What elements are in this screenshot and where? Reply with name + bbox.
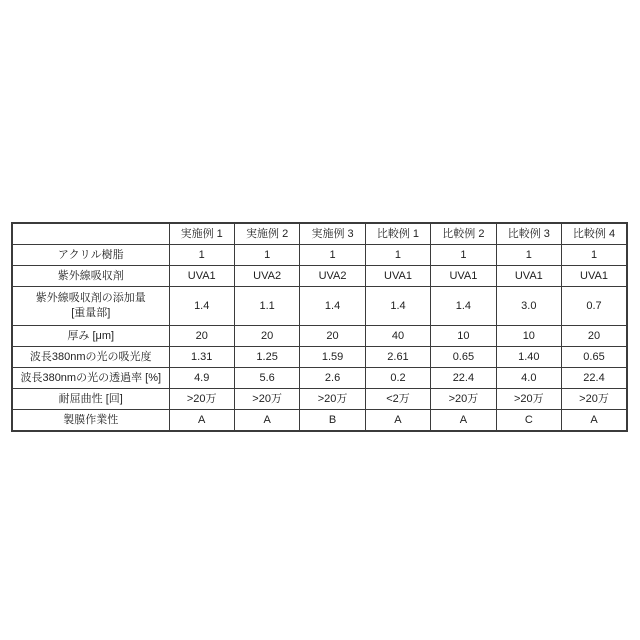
table-row bbox=[12, 266, 627, 287]
table-cell: 20 bbox=[169, 326, 234, 347]
column-header: 実施例 3 bbox=[300, 223, 365, 245]
column-header: 比較例 3 bbox=[496, 223, 561, 245]
table-cell: A bbox=[169, 410, 234, 432]
table-cell: 10 bbox=[431, 326, 496, 347]
table-cell: UVA1 bbox=[562, 266, 627, 287]
table-row bbox=[12, 347, 627, 368]
column-header: 実施例 2 bbox=[234, 223, 299, 245]
table-cell: UVA1 bbox=[365, 266, 430, 287]
table-cell: 10 bbox=[496, 326, 561, 347]
table-cell: B bbox=[300, 410, 365, 432]
table-row bbox=[12, 326, 627, 347]
table-cell: >20万 bbox=[300, 389, 365, 410]
table-cell: UVA1 bbox=[431, 266, 496, 287]
table-cell: 0.2 bbox=[365, 368, 430, 389]
table-cell: 1.25 bbox=[234, 347, 299, 368]
table-cell: 2.6 bbox=[300, 368, 365, 389]
table-cell: 4.9 bbox=[169, 368, 234, 389]
table-cell: 1 bbox=[562, 245, 627, 266]
table-cell: A bbox=[431, 410, 496, 432]
row-label: アクリル樹脂 bbox=[12, 245, 169, 266]
table-cell: 3.0 bbox=[496, 287, 561, 326]
table-cell: C bbox=[496, 410, 561, 432]
table-cell: 1.59 bbox=[300, 347, 365, 368]
table-cell: 1.4 bbox=[431, 287, 496, 326]
table-cell: A bbox=[562, 410, 627, 432]
table-cell: 1.4 bbox=[365, 287, 430, 326]
row-label: 耐屈曲性 [回] bbox=[12, 389, 169, 410]
table-cell: 1.4 bbox=[169, 287, 234, 326]
table-cell: 1 bbox=[431, 245, 496, 266]
table-cell: 22.4 bbox=[562, 368, 627, 389]
table-header bbox=[12, 223, 627, 245]
table-cell: >20万 bbox=[431, 389, 496, 410]
table-cell: 1.1 bbox=[234, 287, 299, 326]
row-label: 波長380nmの光の吸光度 bbox=[12, 347, 169, 368]
row-label: 波長380nmの光の透過率 [%] bbox=[12, 368, 169, 389]
table-cell: A bbox=[365, 410, 430, 432]
table-cell: >20万 bbox=[562, 389, 627, 410]
table-body bbox=[12, 245, 627, 432]
table-cell: UVA2 bbox=[234, 266, 299, 287]
table-cell: 40 bbox=[365, 326, 430, 347]
table-cell: 20 bbox=[234, 326, 299, 347]
table-cell: 0.65 bbox=[431, 347, 496, 368]
table-cell: 1 bbox=[496, 245, 561, 266]
table-row bbox=[12, 389, 627, 410]
table-cell: UVA1 bbox=[169, 266, 234, 287]
table-row bbox=[12, 287, 627, 326]
corner-cell bbox=[12, 223, 169, 245]
table-row bbox=[12, 368, 627, 389]
header-row bbox=[12, 223, 627, 245]
table-cell: >20万 bbox=[169, 389, 234, 410]
table-cell: 1 bbox=[234, 245, 299, 266]
table-cell: 1.31 bbox=[169, 347, 234, 368]
table-cell: 0.7 bbox=[562, 287, 627, 326]
row-label: 紫外線吸収剤 bbox=[12, 266, 169, 287]
table-cell: 5.6 bbox=[234, 368, 299, 389]
row-label: 厚み [μm] bbox=[12, 326, 169, 347]
table-cell: >20万 bbox=[234, 389, 299, 410]
table-row bbox=[12, 245, 627, 266]
column-header: 比較例 4 bbox=[562, 223, 627, 245]
table-cell: >20万 bbox=[496, 389, 561, 410]
table-cell: 20 bbox=[300, 326, 365, 347]
column-header: 比較例 2 bbox=[431, 223, 496, 245]
table-cell: 1.4 bbox=[300, 287, 365, 326]
comparison-table bbox=[11, 222, 628, 432]
table-row bbox=[12, 410, 627, 432]
table-cell: 1 bbox=[300, 245, 365, 266]
table-cell: 2.61 bbox=[365, 347, 430, 368]
table-cell: A bbox=[234, 410, 299, 432]
table-cell: 1 bbox=[169, 245, 234, 266]
table-cell: 1.40 bbox=[496, 347, 561, 368]
column-header: 比較例 1 bbox=[365, 223, 430, 245]
table-cell: 0.65 bbox=[562, 347, 627, 368]
row-label: 紫外線吸収剤の添加量 [重量部] bbox=[12, 287, 169, 326]
table-cell: UVA2 bbox=[300, 266, 365, 287]
table-cell: 1 bbox=[365, 245, 430, 266]
table-cell: 22.4 bbox=[431, 368, 496, 389]
table-cell: <2万 bbox=[365, 389, 430, 410]
column-header: 実施例 1 bbox=[169, 223, 234, 245]
table-cell: 4.0 bbox=[496, 368, 561, 389]
table-cell: UVA1 bbox=[496, 266, 561, 287]
row-label: 製膜作業性 bbox=[12, 410, 169, 432]
table-cell: 20 bbox=[562, 326, 627, 347]
